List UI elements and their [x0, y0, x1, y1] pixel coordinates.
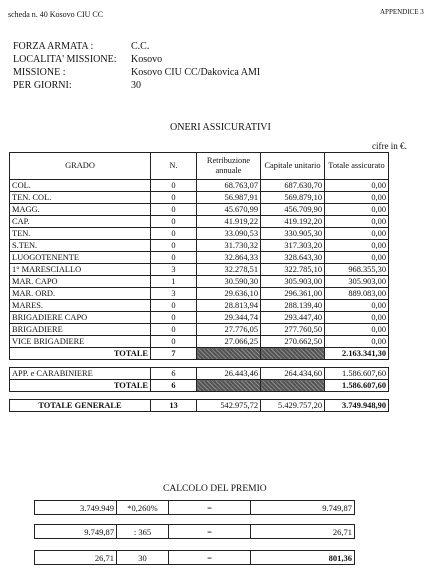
table-row [10, 228, 389, 240]
info-value: 30 [131, 80, 141, 91]
section-title: ONERI ASSICURATIVI [170, 122, 271, 133]
calc-equals: = [169, 501, 251, 515]
table-row [10, 368, 389, 380]
retribuzione-cell: 45.670,99 [197, 204, 261, 216]
totale-cell: 0,00 [325, 240, 389, 252]
sheet-reference: scheda n. 40 Kosovo CIU CC [8, 10, 104, 19]
totale-cell: 305.903,00 [325, 276, 389, 288]
grado-cell: 1° MARESCIALLO [10, 264, 151, 276]
table-row [10, 288, 389, 300]
table-row [10, 216, 389, 228]
header-retribuzione: Retribuzione annuale [197, 153, 261, 180]
calc-operand: 3.749.949 [35, 501, 117, 515]
subtotal-value: 1.586.607,60 [325, 380, 389, 392]
count-cell: 0 [151, 204, 197, 216]
grado-cell: LUOGOTENENTE [10, 252, 151, 264]
shaded-cell [261, 380, 325, 392]
totale-cell: 889.083,00 [325, 288, 389, 300]
grado-cell: APP. e CARABINIERE [10, 368, 151, 380]
grado-cell: S.TEN. [10, 240, 151, 252]
count-cell: 6 [151, 368, 197, 380]
calc-final-premium: 801,36 [251, 551, 355, 565]
count-cell: 0 [151, 240, 197, 252]
totale-cell: 0,00 [325, 228, 389, 240]
calc-operator: *0,260% [117, 501, 169, 515]
table-row [10, 324, 389, 336]
totale-cell: 0,00 [325, 252, 389, 264]
info-label: PER GIORNI: [13, 80, 72, 91]
grado-cell: MAR. CAPO [10, 276, 151, 288]
subtotal-row [10, 380, 389, 392]
table-row [10, 192, 389, 204]
retribuzione-cell: 31.730,32 [197, 240, 261, 252]
grado-cell: BRIGADIERE [10, 324, 151, 336]
capitale-cell: 264.434,60 [261, 368, 325, 380]
capitale-cell: 293.447,40 [261, 312, 325, 324]
capitale-cell: 328.643,30 [261, 252, 325, 264]
calc-result: 26,71 [251, 525, 355, 539]
capitale-cell: 569.879,10 [261, 192, 325, 204]
retribuzione-cell: 30.590,30 [197, 276, 261, 288]
header-grado: GRADO [10, 153, 151, 180]
grand-total-row [10, 400, 389, 412]
subtotal-count: 7 [151, 348, 197, 360]
grand-total-count: 13 [151, 400, 197, 412]
spacer-row [10, 360, 389, 368]
insurance-table [9, 152, 389, 412]
totale-cell: 0,00 [325, 300, 389, 312]
shaded-cell [197, 348, 261, 360]
grand-total-label: TOTALE GENERALE [10, 400, 151, 412]
calc-operator: : 365 [117, 525, 169, 539]
count-cell: 0 [151, 180, 197, 192]
spacer [10, 392, 151, 400]
table-row [10, 300, 389, 312]
retribuzione-cell: 41.919,22 [197, 216, 261, 228]
count-cell: 0 [151, 252, 197, 264]
table-row [10, 204, 389, 216]
totale-cell: 0,00 [325, 324, 389, 336]
calc-equals: = [169, 525, 251, 539]
count-cell: 0 [151, 228, 197, 240]
info-value: C.C. [131, 41, 150, 52]
grado-cell: MARES. [10, 300, 151, 312]
count-cell: 0 [151, 324, 197, 336]
grado-cell: COL. [10, 180, 151, 192]
retribuzione-cell: 27.066,25 [197, 336, 261, 348]
table-row [10, 240, 389, 252]
premium-calc-row [34, 550, 355, 565]
count-cell: 0 [151, 336, 197, 348]
info-label: LOCALITA' MISSIONE: [13, 54, 117, 65]
capitale-cell: 322.785,10 [261, 264, 325, 276]
totale-cell: 0,00 [325, 204, 389, 216]
calc-result: 9.749,87 [251, 501, 355, 515]
count-cell: 0 [151, 312, 197, 324]
insurance-table-body [10, 153, 389, 412]
totale-cell: 0,00 [325, 336, 389, 348]
table-row [10, 276, 389, 288]
retribuzione-cell: 32.864,33 [197, 252, 261, 264]
count-cell: 0 [151, 192, 197, 204]
totale-cell: 0,00 [325, 192, 389, 204]
retribuzione-cell: 29.344,74 [197, 312, 261, 324]
grado-cell: MAGG. [10, 204, 151, 216]
capitale-cell: 330.905,30 [261, 228, 325, 240]
totale-cell: 968.355,30 [325, 264, 389, 276]
grado-cell: CAP. [10, 216, 151, 228]
totale-cell: 0,00 [325, 216, 389, 228]
subtotal-value: 2.163.341,30 [325, 348, 389, 360]
retribuzione-cell: 27.776,05 [197, 324, 261, 336]
count-cell: 3 [151, 264, 197, 276]
info-value: Kosovo [131, 54, 163, 65]
retribuzione-cell: 56.987,91 [197, 192, 261, 204]
grand-total-capitale: 5.429.757,20 [261, 400, 325, 412]
shaded-cell [197, 380, 261, 392]
calc-operand: 9.749,87 [35, 525, 117, 539]
info-label: MISSIONE : [13, 67, 66, 78]
capitale-cell: 317.303,20 [261, 240, 325, 252]
table-header-row [10, 153, 389, 180]
totale-cell: 0,00 [325, 180, 389, 192]
mission-info [13, 40, 260, 92]
subtotal-count: 6 [151, 380, 197, 392]
spacer [10, 360, 151, 368]
subtotal-label: TOTALE [10, 348, 151, 360]
table-row [10, 336, 389, 348]
spacer [261, 360, 325, 368]
header-capitale: Capitale unitario [261, 153, 325, 180]
spacer [325, 392, 389, 400]
count-cell: 0 [151, 300, 197, 312]
spacer [197, 392, 261, 400]
shaded-cell [261, 348, 325, 360]
spacer [325, 360, 389, 368]
capitale-cell: 296.361,00 [261, 288, 325, 300]
grado-cell: TEN. COL. [10, 192, 151, 204]
count-cell: 3 [151, 288, 197, 300]
grado-cell: TEN. [10, 228, 151, 240]
subtotal-row [10, 348, 389, 360]
spacer [151, 360, 197, 368]
premium-calc-row [34, 524, 355, 539]
retribuzione-cell: 33.090,53 [197, 228, 261, 240]
retribuzione-cell: 29.636,10 [197, 288, 261, 300]
calc-operator: 30 [117, 551, 169, 565]
spacer [197, 360, 261, 368]
totale-cell: 0,00 [325, 312, 389, 324]
premium-calc-row [34, 500, 355, 515]
grado-cell: BRIGADIERE CAPO [10, 312, 151, 324]
header-n: N. [151, 153, 197, 180]
info-label: FORZA ARMATA : [13, 41, 94, 52]
capitale-cell: 305.903,00 [261, 276, 325, 288]
table-row [10, 264, 389, 276]
totale-cell: 1.586.607,60 [325, 368, 389, 380]
header-totale: Totale assicurato [325, 153, 389, 180]
info-value: Kosovo CIU CC/Dakovica AMI [131, 67, 261, 78]
capitale-cell: 419.192,20 [261, 216, 325, 228]
capitale-cell: 277.760,50 [261, 324, 325, 336]
spacer [151, 392, 197, 400]
capitale-cell: 270.662,50 [261, 336, 325, 348]
table-row [10, 180, 389, 192]
grand-total-retribuzione: 542.975,72 [197, 400, 261, 412]
table-row [10, 252, 389, 264]
calc-equals: = [169, 551, 251, 565]
capitale-cell: 288.139,40 [261, 300, 325, 312]
capitale-cell: 456.709,90 [261, 204, 325, 216]
retribuzione-cell: 26.443,46 [197, 368, 261, 380]
appendix-label: APPENDICE 3 [380, 8, 424, 16]
retribuzione-cell: 28.813,94 [197, 300, 261, 312]
retribuzione-cell: 68.763,07 [197, 180, 261, 192]
spacer-row [10, 392, 389, 400]
count-cell: 0 [151, 216, 197, 228]
table-row [10, 312, 389, 324]
calc-operand: 26,71 [35, 551, 117, 565]
subtotal-label: TOTALE [10, 380, 151, 392]
premium-title: CALCOLO DEL PREMIO [163, 484, 267, 494]
count-cell: 1 [151, 276, 197, 288]
grado-cell: VICE BRIGADIERE [10, 336, 151, 348]
grado-cell: MAR. ORD. [10, 288, 151, 300]
spacer [261, 392, 325, 400]
currency-note: cifre in €. [372, 141, 407, 151]
capitale-cell: 687.630,70 [261, 180, 325, 192]
retribuzione-cell: 32.278,51 [197, 264, 261, 276]
grand-total-value: 3.749.948,90 [325, 400, 389, 412]
